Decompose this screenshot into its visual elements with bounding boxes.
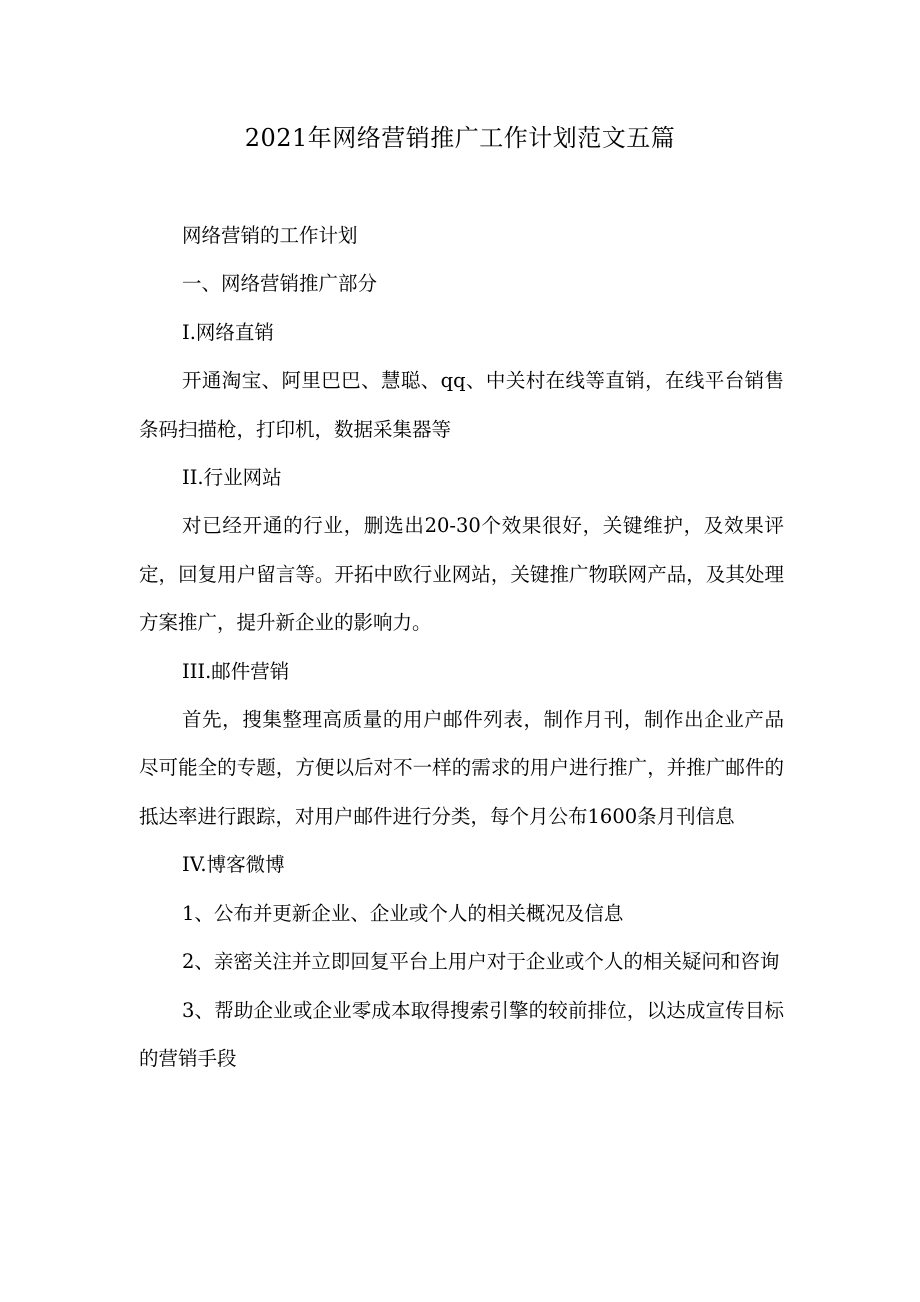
document-body <box>139 212 784 1083</box>
paragraph-direct-sales-heading: I.网络直销 <box>182 320 274 344</box>
paragraph-blog-item-1: 1、公布并更新企业、企业或个人的相关概况及信息 <box>182 901 624 925</box>
paragraph-blog-item-2: 2、亲密关注并立即回复平台上用户对于企业或个人的相关疑问和咨询 <box>182 950 780 974</box>
paragraph-blog-item-3: 3、帮助企业或企业零成本取得搜索引擎的较前排位，以达成宣传目标的营销手段 <box>139 998 784 1070</box>
paragraph-direct-sales-body: 开通淘宝、阿里巴巴、慧聪、qq、中关村在线等直销，在线平台销售条码扫描枪，打印机，数据采集器等 <box>139 369 784 441</box>
paragraph-section-1-heading: 一、网络营销推广部分 <box>182 272 378 296</box>
document-title: 2021年网络营销推广工作计划范文五篇 <box>244 124 676 152</box>
paragraph-industry-sites-body: 对已经开通的行业，删选出20-30个效果很好，关键维护，及效果评定，回复用户留言等。开拓中欧行业网站，关键推广物联网产品，及其处理方案推广，提升新企业的影响力。 <box>139 514 784 635</box>
paragraph-industry-sites-heading: II.行业网站 <box>182 466 282 490</box>
paragraph-blog-heading: IV.博客微博 <box>182 853 285 877</box>
paragraph-email-body: 首先，搜集整理高质量的用户邮件列表，制作月刊，制作出企业产品尽可能全的专题，方便以后对不一样的需求的用户进行推广，并推广邮件的抵达率进行跟踪，对用户邮件进行分类，每个月公布1600条月刊信息 <box>139 708 784 828</box>
paragraph-email-heading: III.邮件营销 <box>182 659 290 683</box>
paragraph-plan-heading: 网络营销的工作计划 <box>182 224 358 247</box>
